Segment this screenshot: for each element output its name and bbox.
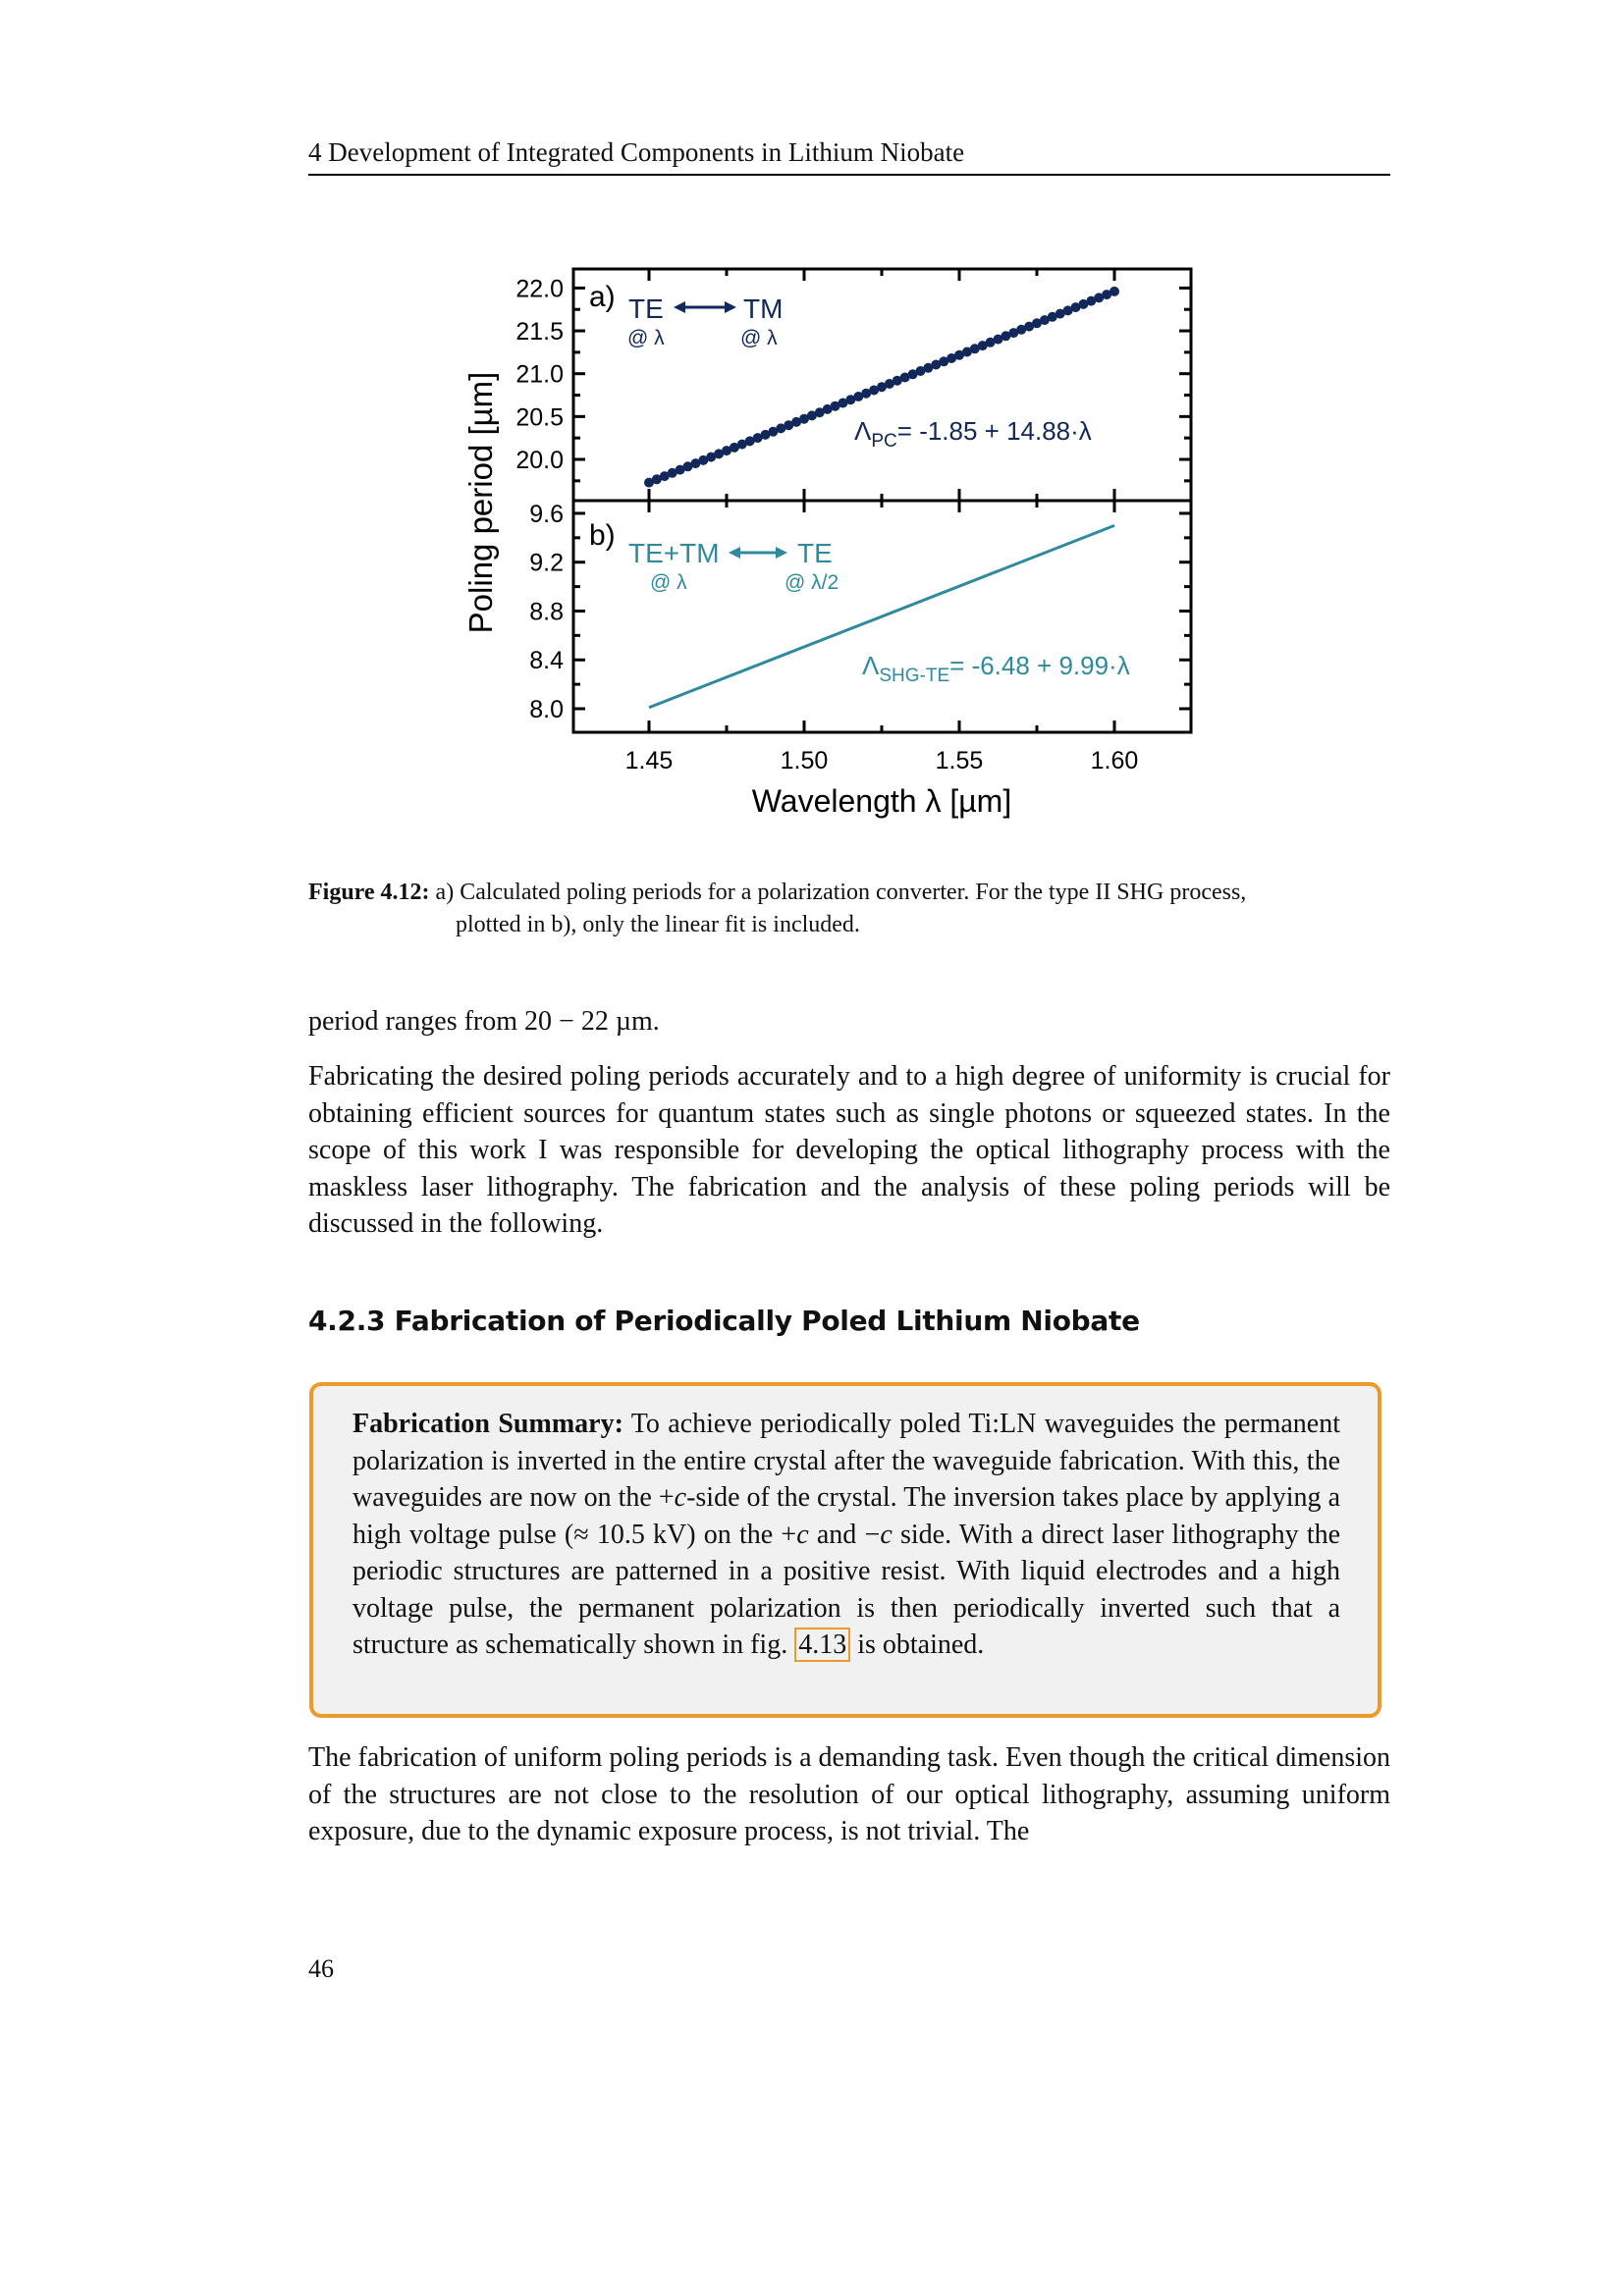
section-heading: 4.2.3 Fabrication of Periodically Poled Lithium Niobate [308, 1305, 1140, 1337]
panel-a-tm-sub: @ λ [740, 327, 778, 349]
svg-text:9.6: 9.6 [529, 500, 564, 528]
panel-b-left-sub: @ λ [650, 571, 687, 594]
svg-text:20.0: 20.0 [515, 447, 564, 474]
caption-label: Figure 4.12: [308, 880, 430, 905]
svg-text:1.50: 1.50 [780, 747, 829, 774]
panel-a-label: a) [589, 281, 616, 313]
svg-text:21.5: 21.5 [515, 318, 564, 347]
panel-b-label: b) [589, 519, 616, 552]
figure-caption [308, 877, 1390, 941]
svg-text:1.55: 1.55 [935, 747, 984, 774]
panel-b-te-label: TE [797, 538, 833, 568]
svg-text:21.0: 21.0 [515, 360, 564, 389]
svg-text:8.8: 8.8 [529, 598, 564, 626]
paragraph-fabricating: Fabricating the desired poling periods accurately and to a high degree of uniformity is crucial for obtaining efficient sources for quantum states such as single photons or squeezed states. In the scope of this work I was responsible for developing the optical lithography process with the maskless laser lithography. The fabrication and the analysis of these poling periods will be discussed in the following. [308, 1061, 1390, 1239]
fabrication-summary-text: Fabrication Summary: To achieve periodically poled Ti:LN waveguides the permanent polarization is inverted in the entire crystal after the waveguide fabrication. With this, the waveguides are now on the +c-side of the crystal. The inversion takes place by applying a high voltage pulse (≈ 10.5 kV) on the +c and −c side. With a direct laser lithography the periodic structures are patterned in a positive resist. With liquid electrodes and a high voltage pulse, the permanent polarization is then periodically inverted such that a structure as schematically shown in fig. 4.13 is obtained. [352, 1409, 1341, 1660]
figure-ref-link[interactable]: 4.13 [794, 1628, 850, 1662]
y-axis-label: Poling period [µm] [462, 371, 499, 634]
svg-text:22.0: 22.0 [515, 275, 564, 303]
fabrication-summary-box [309, 1382, 1381, 1718]
arrow-left-icon [729, 547, 740, 559]
svg-text:20.5: 20.5 [515, 403, 564, 432]
panel-a-fit-equation: $\Lambda_{PC}= -1.85 + 14.88\cdot\lambda$ [854, 416, 1092, 452]
panel-a-te-sub: @ λ [627, 327, 665, 349]
arrow-left-icon [674, 301, 685, 313]
panel-a-te-label: TE [628, 294, 664, 324]
svg-text:8.4: 8.4 [529, 647, 564, 675]
panel-a-data-points [644, 287, 1119, 488]
poling-period-chart [0, 0, 1624, 864]
paragraph-continuation: period ranges from 20 − 22 µm. [308, 1006, 660, 1037]
svg-text:9.2: 9.2 [529, 549, 564, 577]
summary-label: Fabrication Summary: [352, 1409, 623, 1439]
panel-a-tm-label: TM [743, 294, 784, 324]
panel-b-fit-equation: $\Lambda_{SHG-TE}= -6.48 + 9.99\cdot\lambda$ [862, 651, 1130, 686]
page-number: 46 [308, 1954, 334, 1983]
panel-b-right-sub: @ λ/2 [785, 571, 839, 594]
caption-line-1: a) Calculated poling periods for a polarization converter. For the type II SHG process, [429, 880, 1247, 905]
svg-text:1.60: 1.60 [1090, 747, 1139, 774]
svg-text:1.45: 1.45 [624, 747, 674, 774]
svg-text:8.0: 8.0 [529, 696, 564, 723]
running-header: 4 Development of Integrated Components in Lithium Niobate [308, 137, 965, 167]
caption-line-2: plotted in b), only the linear fit is included. [456, 912, 860, 937]
arrow-right-icon [725, 301, 736, 313]
x-axis-label: Wavelength λ [µm] [751, 783, 1012, 819]
paragraph-uniform: The fabrication of uniform poling periods is a demanding task. Even though the critical dimension of the structures are not close to the resolution of our optical lithography, assuming uniform exposure, due to the dynamic exposure process, is not trivial. The [308, 1742, 1390, 1846]
panel-b-tetm-label: TE+TM [628, 538, 720, 568]
arrow-right-icon [776, 547, 787, 559]
